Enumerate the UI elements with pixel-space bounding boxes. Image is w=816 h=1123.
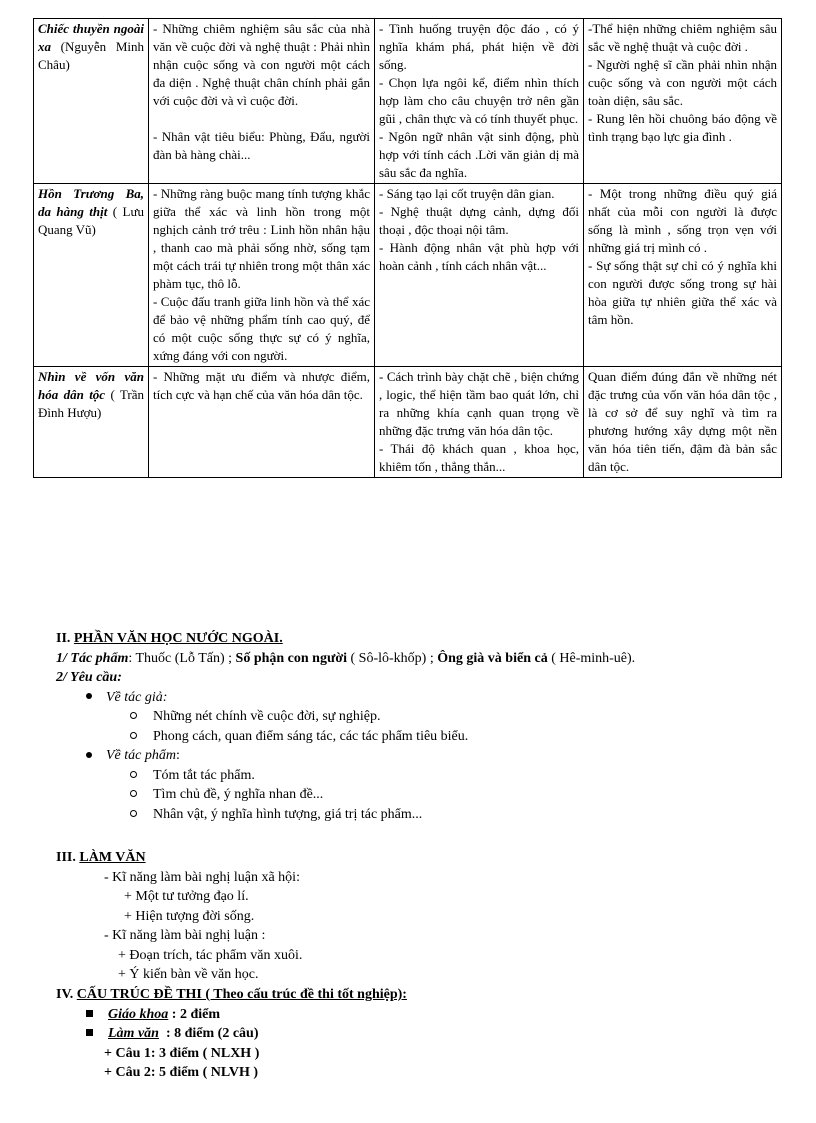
art-paragraph: - Sáng tạo lại cốt truyện dân gian. (379, 186, 555, 201)
works-label: 1/ Tác phẩm (56, 650, 129, 666)
writing-label: Làm văn (108, 1026, 159, 1041)
section-foreign-literature: II. PHẦN VĂN HỌC NƯỚC NGOÀI. 1/ Tác phẩm: Thuốc (Lỗ Tấn) ; Số phận con người ( Sô-lô-khốp) ; Ông già và biển cả ( Hê-minh-uê). 2/ Yêu cầu: Về tác giả: Những nét chính về cuộc đời, sự nghiệp. Phong cách, quan điểm sáng tác, các tác phẩm tiêu biểu. Về tác phẩm: Tóm tắt tác phẩm. Tìm chủ đề, ý nghĩa nhan đề... Nhân vật, ý nghĩa hình tượng, giá trị tác phẩm... (0, 629, 816, 824)
paragraph-gap (153, 110, 370, 128)
work2-author: ( Sô-lô-khốp) ; (350, 650, 434, 666)
work-title: Hồn Trương Ba, da hàng thịt (38, 186, 144, 219)
work-author: (Nguyễn Minh Châu) (38, 39, 144, 72)
writing-score: : 8 điểm (2 câu) (165, 1026, 259, 1041)
work-label: Về tác phẩm (106, 748, 176, 763)
content-cell (149, 19, 375, 184)
work-cell (34, 367, 149, 478)
art-cell (375, 19, 584, 184)
bullet-circle-icon (130, 732, 137, 739)
essay-line: + Một tư tưởng đạo lí. (124, 889, 249, 904)
art-paragraph: - Cách trình bày chặt chẽ , biện chứng , logic, thể hiện tầm bao quát lớn, chỉ ra những khía cạnh quan trọng về những đặc trưng văn hóa dân tộc. (379, 369, 579, 438)
work-item: Tìm chủ đề, ý nghĩa nhan đề... (153, 787, 324, 802)
bullet-dot-icon (86, 752, 92, 758)
work-author: ( Lưu Quang Vũ) (38, 204, 145, 237)
art-paragraph: - Hành động nhân vật phù hợp với hoàn cảnh , tính cách nhân vật... (379, 240, 579, 273)
question-line: + Câu 1: 3 điểm ( NLXH ) (104, 1045, 260, 1061)
content-paragraph: - Nhân vật tiêu biểu: Phùng, Đẩu, người đàn bà hàng chài... (153, 129, 370, 162)
meaning-paragraph: - Sự sống thật sự chỉ có ý nghĩa khi con người được sống trong sự hài hòa giữa tự nhiên giữa thể xác và tâm hồn. (588, 258, 777, 327)
work-cell (34, 19, 149, 184)
section2-number: II. (56, 631, 71, 646)
meaning-paragraph: - Rung lên hồi chuông báo động về tình trạng bạo lực gia đình . (588, 111, 777, 144)
bullet-circle-icon (130, 790, 137, 797)
table-row (34, 19, 782, 184)
bullet-circle-icon (130, 810, 137, 817)
author-item: Phong cách, quan điểm sáng tác, các tác phẩm tiêu biểu. (153, 728, 469, 744)
meaning-paragraph: -Thể hiện những chiêm nghiệm sâu sắc về nghệ thuật và cuộc đời . (588, 21, 777, 54)
meaning-paragraph: Quan điểm đúng đắn về những nét đặc trưng của vốn văn hóa dân tộc , là cơ sở để suy nghĩ và tìm ra phương hướng xây dựng một nền văn hóa tiên tiến, đậm đà bản sắc dân tộc. (588, 369, 777, 474)
art-cell (375, 367, 584, 478)
meaning-paragraph: - Người nghệ sĩ cần phải nhìn nhận cuộc sống và con người một cách toàn diện, sâu sắc. (588, 57, 777, 108)
art-paragraph: - Tình huống truyện độc đáo , có ý nghĩa khám phá, phát hiện về đời sống. (379, 21, 579, 72)
table-row (34, 184, 782, 367)
work2-title: Số phận con người (235, 650, 348, 666)
essay-line: - Kĩ năng làm bài nghị luận xã hội: (104, 869, 300, 885)
textbook-score: : 2 điểm (171, 1006, 221, 1022)
work1-title: Thuốc (135, 650, 172, 666)
author-item: Những nét chính về cuộc đời, sự nghiệp. (153, 709, 381, 724)
art-paragraph: - Ngôn ngữ nhân vật sinh động, phù hợp với tính cách .Lời văn giản dị mà sâu sắc đa nghĩa. (379, 129, 579, 180)
art-paragraph: - Nghệ thuật dựng cảnh, dựng đối thoại , độc thoại nội tâm. (379, 204, 579, 237)
bullet-square-icon (86, 1010, 93, 1017)
work-cell (34, 184, 149, 367)
essay-line: + Ý kiến bàn về văn học. (118, 967, 259, 982)
content-cell (149, 367, 375, 478)
content-paragraph: - Những ràng buộc mang tính tượng khắc giữa thể xác và linh hồn trong một nghịch cảnh trớ trêu : Linh hồn nhân hậu , thanh cao mà phải sống nhờ, sống tạm một cách trái tự nhiên trong một thân xác phàm tục, thô lỗ. (153, 186, 370, 291)
essay-line: + Đoạn trích, tác phẩm văn xuôi. (118, 947, 303, 963)
work1-author: (Lỗ Tấn) ; (174, 650, 233, 666)
work3-author: ( Hê-minh-uê). (551, 650, 636, 666)
works-line: 1/ Tác phẩm: Thuốc (Lỗ Tấn) ; Số phận con người ( Sô-lô-khốp) ; Ông già và biển cả ( Hê-minh-uê). (56, 650, 636, 666)
bullet-square-icon (86, 1029, 93, 1036)
meaning-cell (584, 367, 782, 478)
section-exam-structure (0, 985, 816, 1083)
section4-number: IV. (56, 987, 74, 1002)
bullet-dot-icon (86, 693, 92, 699)
art-paragraph: - Chọn lựa ngôi kể, điểm nhìn thích hợp làm cho câu chuyện trở nên gần gũi , chân thực và có tính thuyết phục. (379, 75, 579, 126)
work-author: ( Trần Đình Hượu) (38, 387, 144, 420)
table-body (34, 19, 782, 478)
content-paragraph: - Những chiêm nghiệm sâu sắc của nhà văn về cuộc đời và nghệ thuật : Phải nhìn nhận cuộc sống và con người một cách đa diện . Nghệ thuật chân chính phải gắn với cuộc đời và vì cuộc đời. (153, 21, 370, 108)
author-label: Về tác giả: (106, 689, 168, 705)
art-cell (375, 184, 584, 367)
literature-table (33, 18, 782, 478)
section3-number: III. (56, 850, 76, 865)
bullet-circle-icon (130, 771, 137, 778)
textbook-label: Giáo khoa (108, 1006, 169, 1022)
bullet-circle-icon (130, 712, 137, 719)
content-paragraph: - Những mặt ưu điểm và nhược điểm, tích cực và hạn chế của văn hóa dân tộc. (153, 369, 370, 402)
table-row (34, 367, 782, 478)
meaning-cell (584, 19, 782, 184)
work-title: Nhìn về vốn văn hóa dân tộc (38, 369, 144, 402)
work-title: Chiếc thuyền ngoài xa (38, 21, 144, 54)
requirements-label: 2/ Yêu cầu: (56, 670, 122, 685)
section3-heading: LÀM VĂN (79, 850, 146, 865)
work3-title: Ông già và biển cả (437, 650, 548, 666)
meaning-paragraph: - Một trong những điều quý giá nhất của mỗi con người là được sống là mình , sống trọn vẹn với những giá trị mình có . (588, 186, 777, 255)
content-cell (149, 184, 375, 367)
meaning-cell (584, 184, 782, 367)
work-item: Tóm tắt tác phẩm. (153, 767, 255, 783)
section-essay-writing (0, 848, 816, 985)
section4-heading: CẤU TRÚC ĐỀ THI ( Theo cấu trúc đề thi tốt nghiệp): (76, 987, 407, 1002)
question-line: + Câu 2: 5 điểm ( NLVH ) (104, 1065, 259, 1080)
work-item: Nhân vật, ý nghĩa hình tượng, giá trị tác phẩm... (153, 806, 423, 822)
art-paragraph: - Thái độ khách quan , khoa học, khiêm tốn , thẳng thắn... (379, 441, 579, 474)
section2-heading: PHẦN VĂN HỌC NƯỚC NGOÀI. (73, 631, 283, 646)
content-paragraph: - Cuộc đấu tranh giữa linh hồn và thể xác để bảo vệ những phẩm tính cao quý, để có một cuộc sống thực sự có ý nghĩa, xứng đáng với con người. (153, 294, 370, 363)
essay-line: - Kĩ năng làm bài nghị luận : (104, 928, 266, 943)
essay-line: + Hiện tượng đời sống. (124, 908, 255, 924)
